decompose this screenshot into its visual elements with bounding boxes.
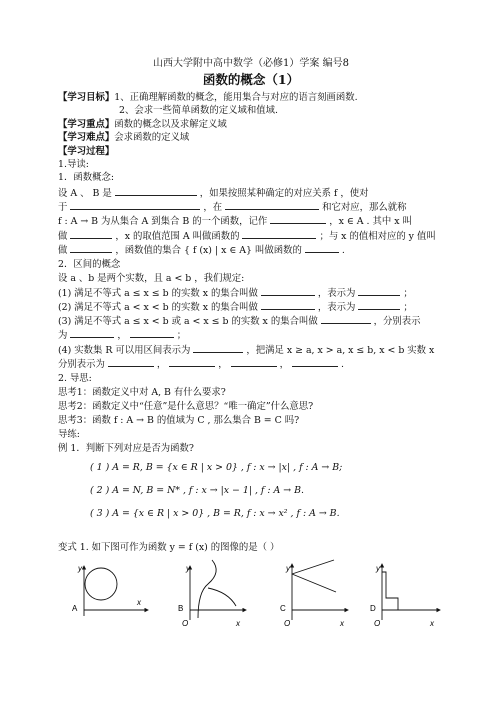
fill-blank[interactable] xyxy=(70,229,112,239)
interval-text: ，表示为 xyxy=(317,302,356,313)
x-axis-label: x xyxy=(430,619,434,628)
question-1: 思考1：函数定义中对 A, B 有什么要求? xyxy=(58,387,226,398)
goals-item-2: 2、会求一些简单函数的定义域和值域. xyxy=(119,105,278,116)
fill-blank[interactable] xyxy=(305,243,339,253)
fill-blank[interactable] xyxy=(242,229,316,239)
fill-blank[interactable] xyxy=(358,300,400,310)
option-letter: D xyxy=(370,604,376,613)
step-curve xyxy=(382,572,414,610)
y-axis-label: y xyxy=(186,564,190,573)
difficulty-label: 【学习难点】 xyxy=(58,132,115,143)
y-axis-label: y xyxy=(376,564,380,573)
interval-rule-3-cont xyxy=(58,328,186,342)
fill-blank[interactable] xyxy=(225,200,319,210)
concept-line-5 xyxy=(58,243,345,257)
goals-item-1: 1、正确理解函数的概念，能用集合与对应的语言刻画函数. xyxy=(114,92,358,103)
line-upper xyxy=(292,560,334,574)
concept-text: 和它对应，那么就称 xyxy=(322,202,407,213)
interval-rule-4-cont xyxy=(58,357,344,371)
fill-blank[interactable] xyxy=(70,328,114,338)
concept-text: 做 xyxy=(58,231,68,242)
difficulty-line xyxy=(58,131,189,144)
concept-heading: 1．函数概念: xyxy=(58,172,114,183)
concept-text: ，x 的取值范围 A 叫做函数的 xyxy=(115,231,240,242)
difficulty-text: 会求函数的定义域 xyxy=(114,132,190,143)
interval-text: (1) 满足不等式 a ≤ x ≤ b 的实数 x 的集合叫做 xyxy=(58,288,258,299)
interval-text: 分别表示为 xyxy=(58,359,105,370)
example-1: 例 1．判断下列对应是否为函数? xyxy=(58,443,194,454)
concept-text: 于 xyxy=(58,202,68,213)
graph-options xyxy=(0,558,502,638)
key-point-label: 【学习重点】 xyxy=(58,119,115,130)
interval-text: ， xyxy=(279,359,289,370)
concept-text: ；与 x 的值相对应的 y 值叫 xyxy=(319,231,436,242)
graph-d[interactable] xyxy=(370,564,440,628)
x-axis-label: x xyxy=(236,619,240,628)
graph-c[interactable] xyxy=(280,560,348,628)
circle-curve xyxy=(85,568,117,600)
interval-text: ， xyxy=(117,330,127,341)
interval-text: ， xyxy=(218,359,228,370)
fill-blank[interactable] xyxy=(130,328,174,338)
key-point-line xyxy=(58,118,227,131)
fill-blank[interactable] xyxy=(193,343,243,353)
concept-line-4 xyxy=(58,229,436,243)
x-axis-label: x xyxy=(340,619,344,628)
question-3: 思考3：函数 f : A → B 的值域为 C , 那么集合 B = C 吗? xyxy=(58,415,300,426)
origin-label: O xyxy=(374,619,381,628)
fill-blank[interactable] xyxy=(70,200,200,210)
fill-blank[interactable] xyxy=(261,300,315,310)
fill-blank[interactable] xyxy=(108,357,154,367)
interval-heading: 2．区间的概念 xyxy=(58,259,121,270)
interval-rule-3 xyxy=(58,314,421,328)
example-1-item-3: ( 3 ) A = {x ∈ R | x > 0} , B = R, f : x → x² , f : A → B. xyxy=(90,508,340,519)
fill-blank[interactable] xyxy=(261,286,315,296)
interval-text: ， xyxy=(156,359,167,370)
fill-blank[interactable] xyxy=(292,357,338,367)
graph-b[interactable] xyxy=(178,560,246,628)
fill-blank[interactable] xyxy=(321,314,371,324)
question-2: 思考2：函数定义中“任意”是什么意思？“唯一确定”什么意思? xyxy=(58,401,314,412)
fill-blank[interactable] xyxy=(231,357,277,367)
origin-label: O xyxy=(182,619,189,628)
concept-line-2 xyxy=(58,200,406,214)
concept-line-3 xyxy=(58,214,412,228)
y-axis-label: y xyxy=(286,564,290,573)
y-axis-label: y xyxy=(78,564,82,573)
intro-heading: 1.导读: xyxy=(58,159,89,170)
concept-text: ，在 xyxy=(203,202,223,213)
lesson-title: 函数的概念（1） xyxy=(202,72,300,87)
fill-blank[interactable] xyxy=(270,214,326,224)
line-lower xyxy=(292,574,336,592)
interval-text: (2) 满足不等式 a < x < b 的实数 x 的集合叫做 xyxy=(58,302,258,313)
variant-question: 变式 1. 如下图可作为函数 y = f (x) 的图像的是（ ） xyxy=(58,542,280,553)
process-label: 【学习过程】 xyxy=(58,146,115,157)
interval-text: ； xyxy=(176,330,187,341)
interval-text: . xyxy=(340,359,344,370)
concept-text: ，x ∈ A . 其中 x 叫 xyxy=(329,216,412,227)
fill-blank[interactable] xyxy=(70,243,112,253)
option-letter: C xyxy=(280,604,286,613)
concept-text: ，如果按照某种确定的对应关系 f ，使对 xyxy=(199,188,369,199)
fill-blank[interactable] xyxy=(169,357,215,367)
option-letter: B xyxy=(178,604,184,613)
concept-text: . xyxy=(341,245,345,256)
interval-text: ； xyxy=(403,302,413,313)
graph-a[interactable] xyxy=(72,564,148,616)
option-letter: A xyxy=(72,604,78,613)
interval-text: ，表示为 xyxy=(317,288,356,299)
interval-rule-4 xyxy=(58,343,434,357)
interval-rule-1 xyxy=(58,286,413,300)
interval-text: ，分别表示 xyxy=(373,316,421,327)
origin-label: O xyxy=(284,619,291,628)
interval-text: ； xyxy=(403,288,413,299)
concept-text: f : A → B 为从集合 A 到集合 B 的一个函数，记作 xyxy=(58,216,268,227)
key-point-text: 函数的概念以及求解定义域 xyxy=(114,119,227,130)
goals-line-1 xyxy=(58,91,358,104)
concept-text: ，函数值的集合 { f (x) | x ∈ A} 叫做函数的 xyxy=(115,245,302,256)
concept-text: 做 xyxy=(58,245,68,256)
interval-rule-2 xyxy=(58,300,413,314)
concept-line-1 xyxy=(58,186,369,200)
goals-label: 【学习目标】 xyxy=(58,92,115,103)
practice-heading: 导练: xyxy=(58,429,80,440)
interval-text: (4) 实数集 R 可以用区间表示为 xyxy=(58,345,191,356)
example-1-item-1: ( 1 ) A = R, B = {x ∈ R | x > 0} , f : x → |x| , f : A → B; xyxy=(90,462,343,473)
interval-text: 为 xyxy=(58,330,68,341)
interval-lead: 设 a 、b 是两个实数，且 a < b ，我们规定: xyxy=(58,273,245,284)
x-axis-label: x xyxy=(137,598,141,607)
fill-blank[interactable] xyxy=(358,286,400,296)
curve-branch-2 xyxy=(208,588,236,606)
interval-text: (3) 满足不等式 a ≤ x < b 或 a < x ≤ b 的实数 x 的集合叫做 xyxy=(58,316,318,327)
example-1-item-2: ( 2 ) A = N, B = N* , f : x → |x − 1| , f : A → B. xyxy=(90,485,304,496)
header-title: 山西大学附中高中数学（必修1）学案 编号8 xyxy=(153,58,349,69)
interval-text: ，把满足 x ≥ a, x > a, x ≤ b, x < b 实数 x xyxy=(246,345,435,356)
concept-text: 设 A 、 B 是 xyxy=(58,188,112,199)
fill-blank[interactable] xyxy=(115,186,197,196)
questions-heading: 2. 导思: xyxy=(58,373,92,384)
